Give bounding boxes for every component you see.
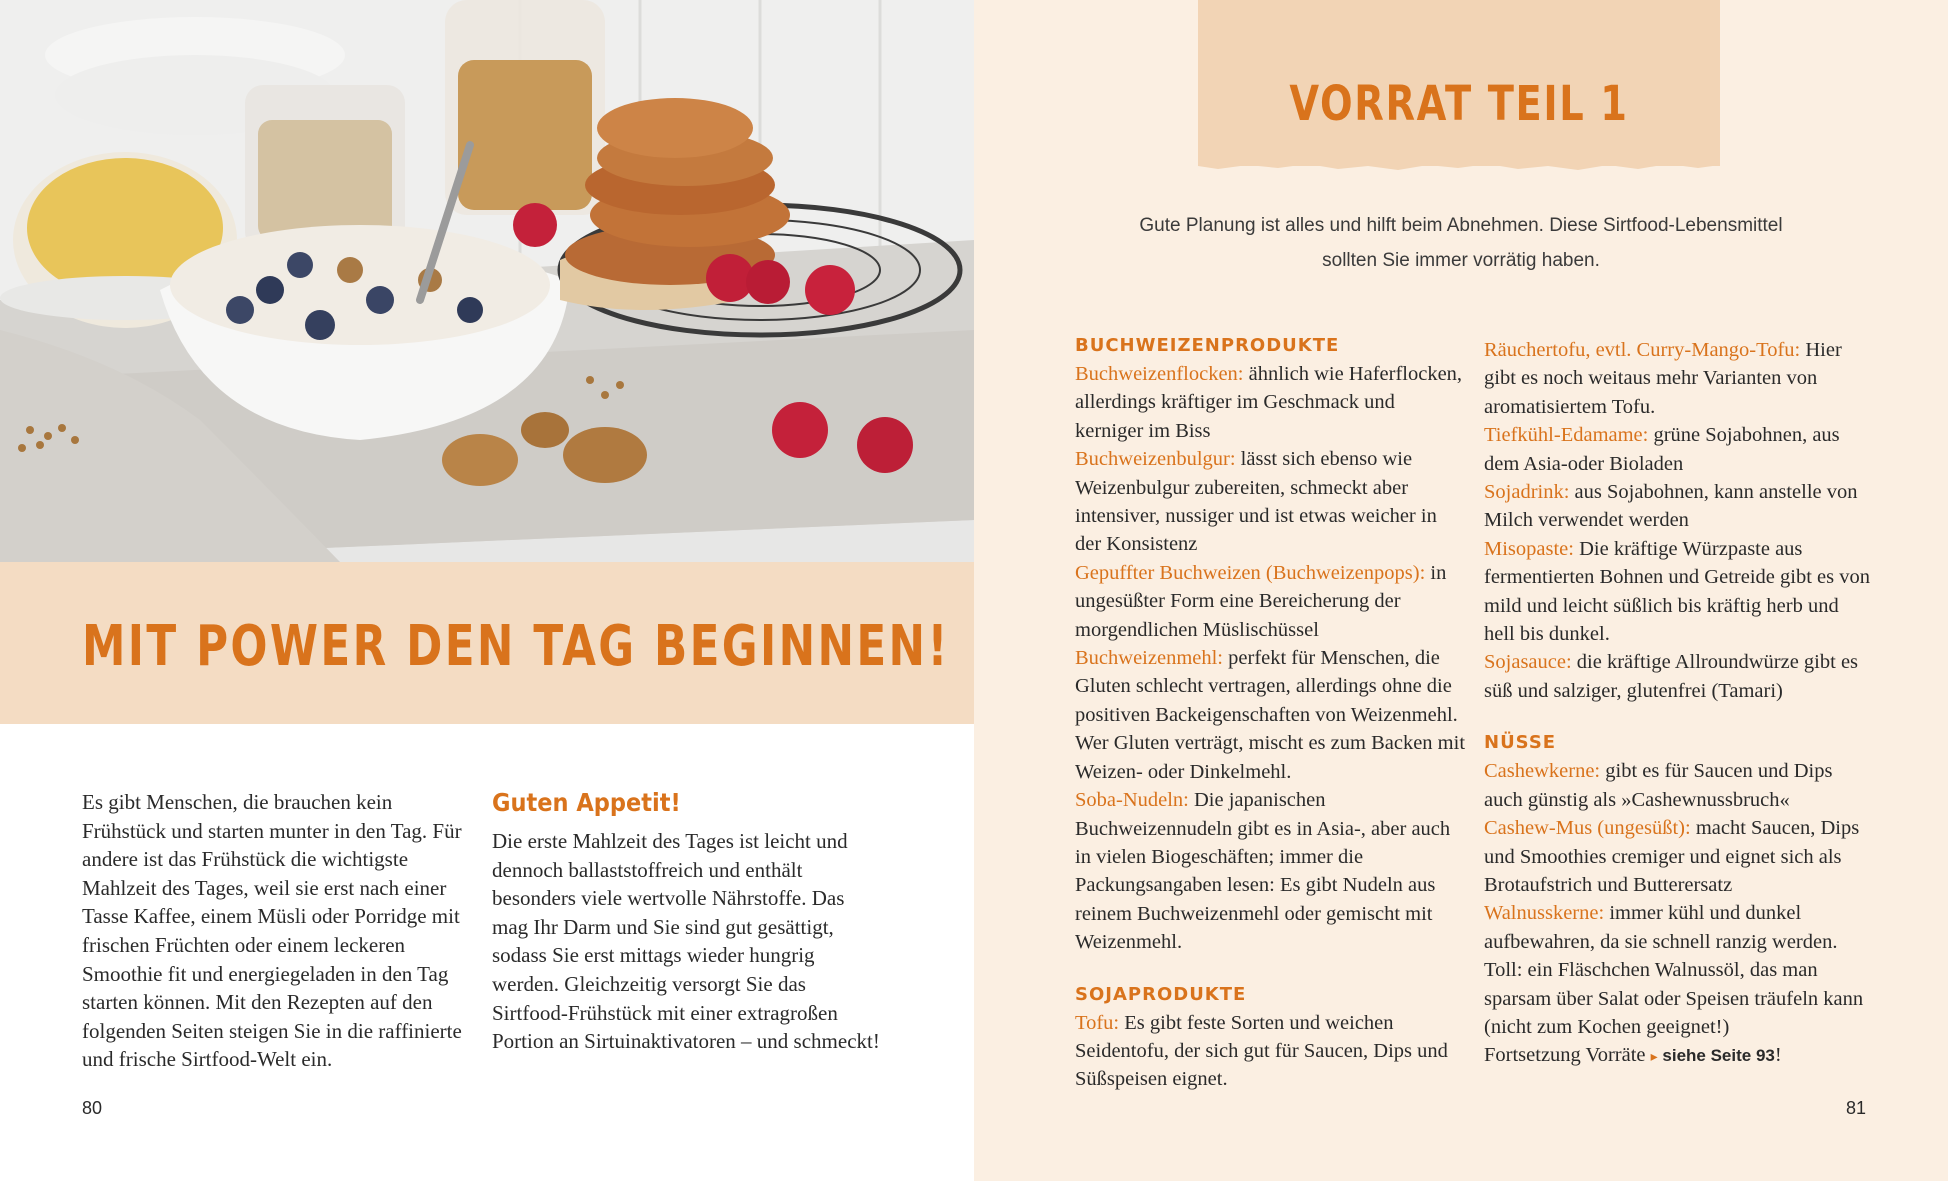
entry-misopaste xyxy=(1484,535,1874,649)
entry-text: grüne Sojabohnen, aus dem Asia-oder Bioladen xyxy=(1484,424,1840,475)
title-banner xyxy=(0,562,974,724)
page-number-left: 80 xyxy=(82,1098,103,1118)
entry-gepuffter-buchweizen xyxy=(1075,559,1465,644)
entry-text: Es gibt feste Sorten und weichen Seidentofu, der sich gut für Saucen, Dips und Süßspeisen eignet. xyxy=(1075,1011,1448,1091)
vorrat-intro xyxy=(1084,208,1838,278)
entry-text: macht Saucen, Dips und Smoothies cremiger und eignet sich als Brotaufstrich und Butterersatz xyxy=(1484,817,1860,896)
entry-cashew-mus xyxy=(1484,814,1874,899)
entry-soba-nudeln xyxy=(1075,786,1465,956)
entry-edamame xyxy=(1484,421,1874,478)
page-reference-link[interactable]: siehe Seite 93 xyxy=(1657,1046,1775,1066)
entry-term: Walnusskerne: xyxy=(1484,902,1605,925)
entry-buchweizenbulgur xyxy=(1075,445,1465,559)
entry-term: Cashew-Mus (ungesüßt): xyxy=(1484,817,1691,840)
page-number-right: 81 xyxy=(1845,1098,1866,1118)
entry-sojasauce xyxy=(1484,648,1874,705)
entry-term: Sojadrink: xyxy=(1484,481,1570,504)
entry-term: Sojasauce: xyxy=(1484,651,1572,674)
entry-buchweizenmehl xyxy=(1075,644,1465,786)
chapter-title: MIT POWER DEN TAG BEGINNEN! xyxy=(82,614,950,679)
entry-term: Soba-Nudeln: xyxy=(1075,789,1189,812)
torn-edge xyxy=(1198,160,1720,172)
heading-nuesse: NÜSSE xyxy=(1484,732,1557,754)
appetit-paragraph: Die erste Mahlzeit des Tages ist leicht und dennoch ballaststoffreich und enthält besonders viele wertvolle Nährstoffe. Das mag Ihr Darm und Sie sind gut gesättigt, sodass Sie erst mittags wieder hungrig werden. Gleichzeitig versorgt Sie das Sirtfood-Frühstück mit einer extragroßen Portion an Sirtuinaktivatoren – und schmeckt! xyxy=(492,829,880,1054)
entry-text: lässt sich ebenso wie Weizenbulgur zubereiten, schmeckt aber intensiver, nussiger und ist etwas weicher in der Konsistenz xyxy=(1075,448,1437,556)
subheading-guten-appetit: Guten Appetit! xyxy=(492,788,681,817)
triangle-right-icon: ▸ xyxy=(1650,1050,1658,1066)
right-page xyxy=(974,0,1948,1181)
entry-text: Hier gibt es noch weitaus mehr Varianten von aromatisiertem Tofu. xyxy=(1484,339,1842,418)
heading-sojaprodukte: SOJAPRODUKTE xyxy=(1075,983,1247,1005)
breakfast-photo xyxy=(0,0,974,562)
entry-sojadrink xyxy=(1484,478,1874,535)
entry-term: Gepuffter Buchweizen (Buchweizenpops): xyxy=(1075,561,1426,584)
continuation-end: ! xyxy=(1774,1044,1782,1067)
entry-text: gibt es für Saucen und Dips auch günstig als »Cashewnussbruch« xyxy=(1484,760,1833,811)
entry-text: in ungesüßter Form eine Bereicherung der morgendlichen Müslischüssel xyxy=(1075,561,1447,641)
entry-raeuchertofu xyxy=(1484,336,1874,421)
entry-term: Buchweizenflocken: xyxy=(1075,363,1244,385)
heading-buchweizenprodukte: BUCHWEIZENPRODUKTE xyxy=(1075,335,1340,356)
intro-line-1: Gute Planung ist alles und hilft beim Abnehmen. Diese Sirtfood-Lebensmittel xyxy=(1139,215,1783,236)
column-1 xyxy=(1075,332,1465,1094)
entry-term: Misopaste: xyxy=(1484,537,1574,560)
entry-buchweizenflocken xyxy=(1075,360,1465,445)
entry-term: Cashewkerne: xyxy=(1484,760,1601,783)
entry-cashewkerne xyxy=(1484,757,1874,814)
entry-term: Buchweizenbulgur: xyxy=(1075,448,1236,471)
vorrat-title: VORRAT TEIL 1 xyxy=(1289,76,1629,132)
entry-term: Tofu: xyxy=(1075,1011,1120,1034)
continuation-reference[interactable] xyxy=(1484,1041,1874,1072)
entry-text: ähnlich wie Haferflocken, allerdings kräftiger im Geschmack und kerniger im Biss xyxy=(1075,363,1463,442)
column-2 xyxy=(1484,336,1874,1073)
entry-text: Die japanischen Buchweizennudeln gibt es in Asia-, aber auch in vielen Biogeschäften; immer die Packungsangaben lesen: Es gibt Nudeln aus reinem Buchweizenmehl oder gemischt mit Weizenmehl. xyxy=(1075,789,1451,954)
continuation-text: Fortsetzung Vorräte xyxy=(1484,1044,1651,1067)
intro-paragraph: Es gibt Menschen, die brauchen kein Frühstück und starten munter in den Tag. Für andere ist das Frühstück die wichtigste Mahlzeit des Tages, weil sie erst nach einer Tasse Kaffee, einem Müsli oder Porridge mit frischen Früchten oder einem leckeren Smoothie fit und energiegeladen in den Tag starten können. Mit den Rezepten auf den folgenden Seiten steigen Sie in die raffinierte und frische Sirtfood-Welt ein. xyxy=(82,790,462,1072)
entry-term: Räuchertofu, evtl. Curry-Mango-Tofu: xyxy=(1484,339,1801,361)
title-tag xyxy=(1198,0,1720,166)
entry-text: die kräftige Allroundwürze gibt es süß und salziger, glutenfrei (Tamari) xyxy=(1484,651,1859,702)
entry-term: Tiefkühl-Edamame: xyxy=(1484,424,1649,447)
appetit-section xyxy=(492,788,882,1056)
entry-text: Die kräftige Würzpaste aus fermentierten Bohnen und Getreide gibt es von mild und leicht süßlich bis kräftig herb und hell bis dunkel. xyxy=(1484,537,1870,646)
entry-text: immer kühl und dunkel aufbewahren, da sie schnell ranzig werden. Toll: ein Fläschchen Walnussöl, das man sparsam über Salat oder Speisen träufeln kann (nicht zum Kochen geeignet!) xyxy=(1484,902,1864,1038)
entry-text: perfekt für Menschen, die Gluten schlecht vertragen, allerdings ohne die positiven Backeigenschaften von Weizenmehl. Wer Gluten verträgt, mischt es zum Backen mit Weizen- oder Dinkelmehl. xyxy=(1075,647,1466,783)
entry-text: aus Sojabohnen, kann anstelle von Milch verwendet werden xyxy=(1484,481,1858,532)
intro-line-2: sollten Sie immer vorrätig haben. xyxy=(1322,250,1600,271)
entry-tofu xyxy=(1075,1009,1465,1094)
entry-term: Buchweizenmehl: xyxy=(1075,647,1224,670)
entry-walnusskerne xyxy=(1484,899,1874,1041)
